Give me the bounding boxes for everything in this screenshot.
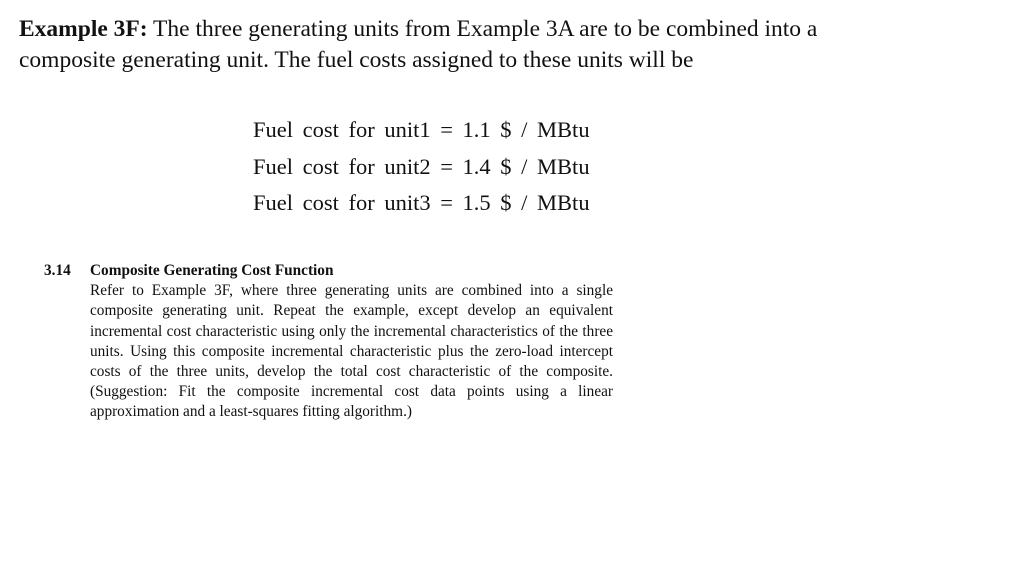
fuel-cost-equations	[253, 112, 673, 222]
problem-3-14	[44, 261, 624, 423]
fuel-cost-unit1: Fuel cost for unit1 = 1.1 $ / MBtu	[253, 117, 590, 142]
problem-number: 3.14	[44, 262, 71, 279]
example-text: The three generating units from Example 3A are to be combined into a composite generating unit. The fuel costs assigned to these units will be	[19, 16, 818, 73]
example-label: Example 3F:	[19, 16, 148, 42]
example-intro	[19, 14, 859, 76]
fuel-cost-unit2: Fuel cost for unit2 = 1.4 $ / MBtu	[253, 153, 590, 179]
problem-body: Refer to Example 3F, where three generating units are combined into a single composite generating unit. Repeat the example, except develop an equivalent incremental cost characteristic using only the incremental characteristics of the three units. Using this composite incremental characteristic plus the zero-load intercept costs of the three units, develop the total cost characteristic of the composite. (Suggestion: Fit the composite incremental cost data points using a linear approximation and a least-squares fitting algorithm.)	[90, 282, 613, 421]
problem-heading	[44, 261, 624, 281]
problem-title: Composite Generating Cost Function	[90, 262, 334, 279]
fuel-cost-unit3: Fuel cost for unit3 = 1.5 $ / MBtu	[253, 190, 590, 215]
